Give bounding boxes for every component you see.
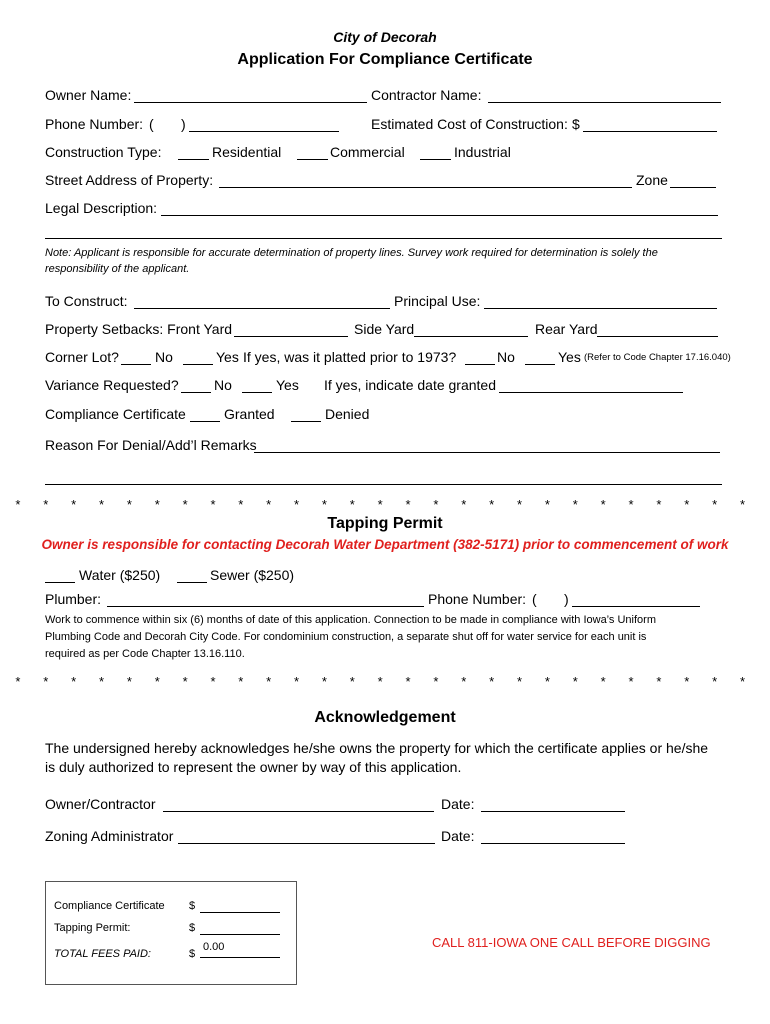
fee-compliance-dollar: $ — [189, 900, 196, 912]
denied-checkbox[interactable] — [291, 421, 321, 422]
compliance-certificate-label: Compliance Certificate — [45, 406, 186, 422]
water-label: Water ($250) — [79, 567, 161, 583]
legal-description-field-line2[interactable] — [45, 238, 722, 239]
platted-question: If yes, was it platted prior to 1973? — [243, 349, 457, 365]
commercial-checkbox[interactable] — [297, 159, 328, 160]
plumber-area-code-open: ( — [532, 591, 537, 607]
construction-type-label: Construction Type: — [45, 144, 162, 160]
fee-total-dollar: $ — [189, 948, 196, 960]
contractor-name-label: Contractor Name: — [371, 87, 482, 103]
zoning-administrator-signature-field[interactable] — [178, 843, 435, 844]
fee-tapping-label: Tapping Permit: — [54, 922, 131, 934]
sewer-label: Sewer ($250) — [210, 567, 295, 583]
code-reference: (Refer to Code Chapter 17.16.040) — [584, 352, 731, 363]
reason-label: Reason For Denial/Add’l Remarks — [45, 437, 257, 453]
street-address-label: Street Address of Property: — [45, 172, 214, 188]
tapping-permit-text-2: Plumbing Code and Decorah City Code. For condominium construction, a separate shut off for water service for each unit is — [45, 631, 647, 643]
plumber-label: Plumber: — [45, 591, 102, 607]
estimated-cost-field[interactable] — [583, 131, 717, 132]
fee-compliance-field[interactable] — [200, 912, 280, 913]
fee-total-label: TOTAL FEES PAID: — [54, 948, 151, 960]
rear-yard-label: Rear Yard — [535, 321, 598, 337]
owner-date-field[interactable] — [481, 811, 625, 812]
phone-number-field[interactable] — [189, 131, 339, 132]
variance-yes-label: Yes — [276, 377, 299, 393]
owner-name-label: Owner Name: — [45, 87, 132, 103]
water-department-warning: Owner is responsible for contacting Decorah Water Department (382-5171) prior to commencement of work — [41, 537, 729, 552]
call-811-notice: CALL 811-IOWA ONE CALL BEFORE DIGGING — [432, 935, 711, 950]
side-yard-label: Side Yard — [354, 321, 415, 337]
variance-no-label: No — [214, 377, 232, 393]
to-construct-field[interactable] — [134, 308, 390, 309]
variance-requested-label: Variance Requested? — [45, 377, 179, 393]
corner-lot-no-checkbox[interactable] — [121, 364, 151, 365]
granted-label: Granted — [224, 406, 275, 422]
phone-number-label: Phone Number: — [45, 116, 144, 132]
principal-use-field[interactable] — [484, 308, 717, 309]
front-yard-field[interactable] — [234, 336, 348, 337]
corner-lot-yes-checkbox[interactable] — [183, 364, 213, 365]
platted-no-checkbox[interactable] — [465, 364, 495, 365]
zone-label: Zone — [636, 172, 668, 188]
area-code-open: ( — [149, 116, 154, 132]
legal-description-label: Legal Description: — [45, 200, 158, 216]
sewer-checkbox[interactable] — [177, 582, 207, 583]
estimated-cost-dollar: $ — [572, 116, 580, 132]
rear-yard-field[interactable] — [597, 336, 718, 337]
owner-contractor-label: Owner/Contractor — [45, 796, 156, 812]
industrial-checkbox[interactable] — [420, 159, 451, 160]
plumber-phone-field[interactable] — [572, 606, 700, 607]
acknowledgement-title: Acknowledgement — [314, 709, 456, 726]
reason-field[interactable] — [254, 452, 720, 453]
fee-tapping-dollar: $ — [189, 922, 196, 934]
platted-yes-label: Yes — [558, 349, 581, 365]
commercial-label: Commercial — [330, 144, 405, 160]
zoning-date-label: Date: — [441, 828, 475, 844]
tapping-permit-text-3: required as per Code Chapter 13.16.110. — [45, 648, 245, 660]
industrial-label: Industrial — [454, 144, 511, 160]
platted-yes-checkbox[interactable] — [525, 364, 555, 365]
variance-yes-checkbox[interactable] — [242, 392, 272, 393]
fee-compliance-label: Compliance Certificate — [54, 900, 165, 912]
zoning-date-field[interactable] — [481, 843, 625, 844]
denied-label: Denied — [325, 406, 370, 422]
corner-lot-label: Corner Lot? — [45, 349, 119, 365]
residential-label: Residential — [212, 144, 282, 160]
property-lines-note-cont: responsibility of the applicant. — [45, 263, 190, 275]
section-separator-2: * * * * * * * * * * * * * * * * * * * * * * * * * * * — [15, 674, 755, 689]
fee-total-value: 0.00 — [203, 941, 225, 953]
variance-no-checkbox[interactable] — [181, 392, 211, 393]
owner-name-field[interactable] — [134, 102, 367, 103]
side-yard-field[interactable] — [414, 336, 528, 337]
estimated-cost-label: Estimated Cost of Construction: — [371, 116, 568, 132]
owner-contractor-signature-field[interactable] — [163, 811, 434, 812]
reason-field-line2[interactable] — [45, 484, 722, 485]
plumber-phone-label: Phone Number: — [428, 591, 527, 607]
residential-checkbox[interactable] — [178, 159, 209, 160]
corner-lot-no-label: No — [155, 349, 173, 365]
principal-use-label: Principal Use: — [394, 293, 481, 309]
contractor-name-field[interactable] — [488, 102, 721, 103]
acknowledgement-text-1: The undersigned hereby acknowledges he/she owns the property for which the certificate applies or he/she — [45, 740, 709, 756]
granted-checkbox[interactable] — [190, 421, 220, 422]
street-address-field[interactable] — [219, 187, 632, 188]
to-construct-label: To Construct: — [45, 293, 128, 309]
zone-field[interactable] — [670, 187, 716, 188]
platted-no-label: No — [497, 349, 515, 365]
legal-description-field[interactable] — [161, 215, 718, 216]
water-checkbox[interactable] — [45, 582, 75, 583]
date-granted-label: If yes, indicate date granted — [324, 377, 496, 393]
front-yard-label: Property Setbacks: Front Yard — [45, 321, 233, 337]
owner-date-label: Date: — [441, 796, 475, 812]
corner-lot-yes-label: Yes — [216, 349, 239, 365]
fee-total-field[interactable] — [200, 957, 280, 958]
acknowledgement-text-2: is duly authorized to represent the owner by way of this application. — [45, 759, 462, 775]
date-granted-field[interactable] — [499, 392, 683, 393]
property-lines-note: Note: Applicant is responsible for accurate determination of property lines. Survey work required for determination is solely the — [45, 247, 658, 259]
area-code-close: ) — [181, 116, 186, 132]
city-name: City of Decorah — [333, 29, 437, 45]
tapping-permit-text-1: Work to commence within six (6) months of date of this application. Connection to be made in compliance with Iowa’s Uniform — [45, 614, 656, 626]
section-separator: * * * * * * * * * * * * * * * * * * * * * * * * * * * — [15, 497, 755, 512]
tapping-permit-title: Tapping Permit — [327, 515, 443, 532]
form-title: Application For Compliance Certificate — [237, 51, 533, 68]
fee-tapping-field[interactable] — [200, 934, 280, 935]
zoning-administrator-label: Zoning Administrator — [45, 828, 174, 844]
plumber-field[interactable] — [107, 606, 424, 607]
plumber-area-code-close: ) — [564, 591, 569, 607]
